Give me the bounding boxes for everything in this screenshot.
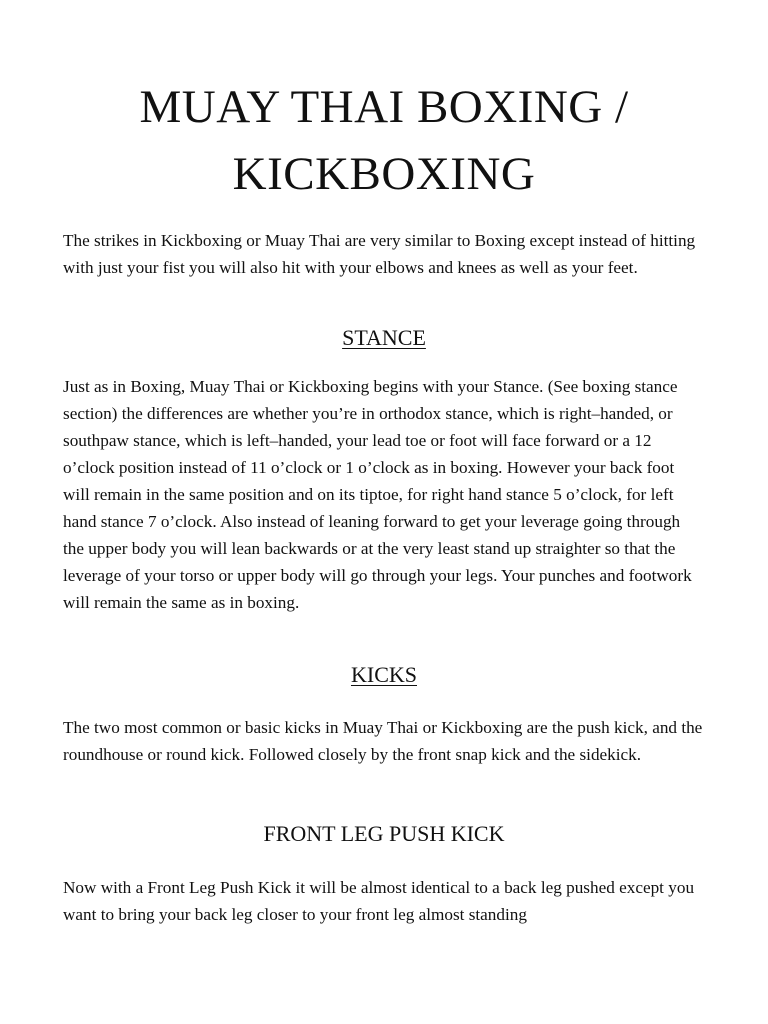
stance-heading-text: STANCE xyxy=(342,325,426,350)
front-leg-push-kick-paragraph: Now with a Front Leg Push Kick it will be almost identical to a back leg pushed except you want to bring your back leg closer to your front leg almost standing xyxy=(63,878,695,924)
kicks-paragraph: The two most common or basic kicks in Muay Thai or Kickboxing are the push kick, and the roundhouse or round kick. Followed closely by the front snap kick and the sidekick. xyxy=(63,718,703,764)
stance-heading xyxy=(63,327,705,349)
stance-paragraph: Just as in Boxing, Muay Thai or Kickboxing begins with your Stance. (See boxing stance section) the differences are whether you’re in orthodox stance, which is right–handed, or southpaw stance, which is left–handed, your lead toe or foot will face forward or a 12 o’clock position instead of 11 o’clock or 1 o’clock as in boxing. However your back foot will remain in the same position and on its tiptoe, for right hand stance 5 o’clock, for left hand stance 7 o’clock. Also instead of leaning forward to get your leverage going through the upper body you will lean backwards or at the very least stand up straighter so that the leverage of your torso or upper body will go through your legs. Your punches and footwork will remain the same as in boxing. xyxy=(63,377,692,612)
intro-paragraph: The strikes in Kickboxing or Muay Thai are very similar to Boxing except instead of hitting with just your fist you will also hit with your elbows and knees as well as your feet. xyxy=(63,231,696,277)
front-leg-push-kick-heading: FRONT LEG PUSH KICK xyxy=(263,821,505,846)
document-title-line-1: MUAY THAI BOXING / xyxy=(139,81,629,133)
kicks-heading-text: KICKS xyxy=(350,662,417,687)
kicks-heading xyxy=(63,664,705,686)
document-title-line-2: KICKBOXING xyxy=(232,148,536,200)
